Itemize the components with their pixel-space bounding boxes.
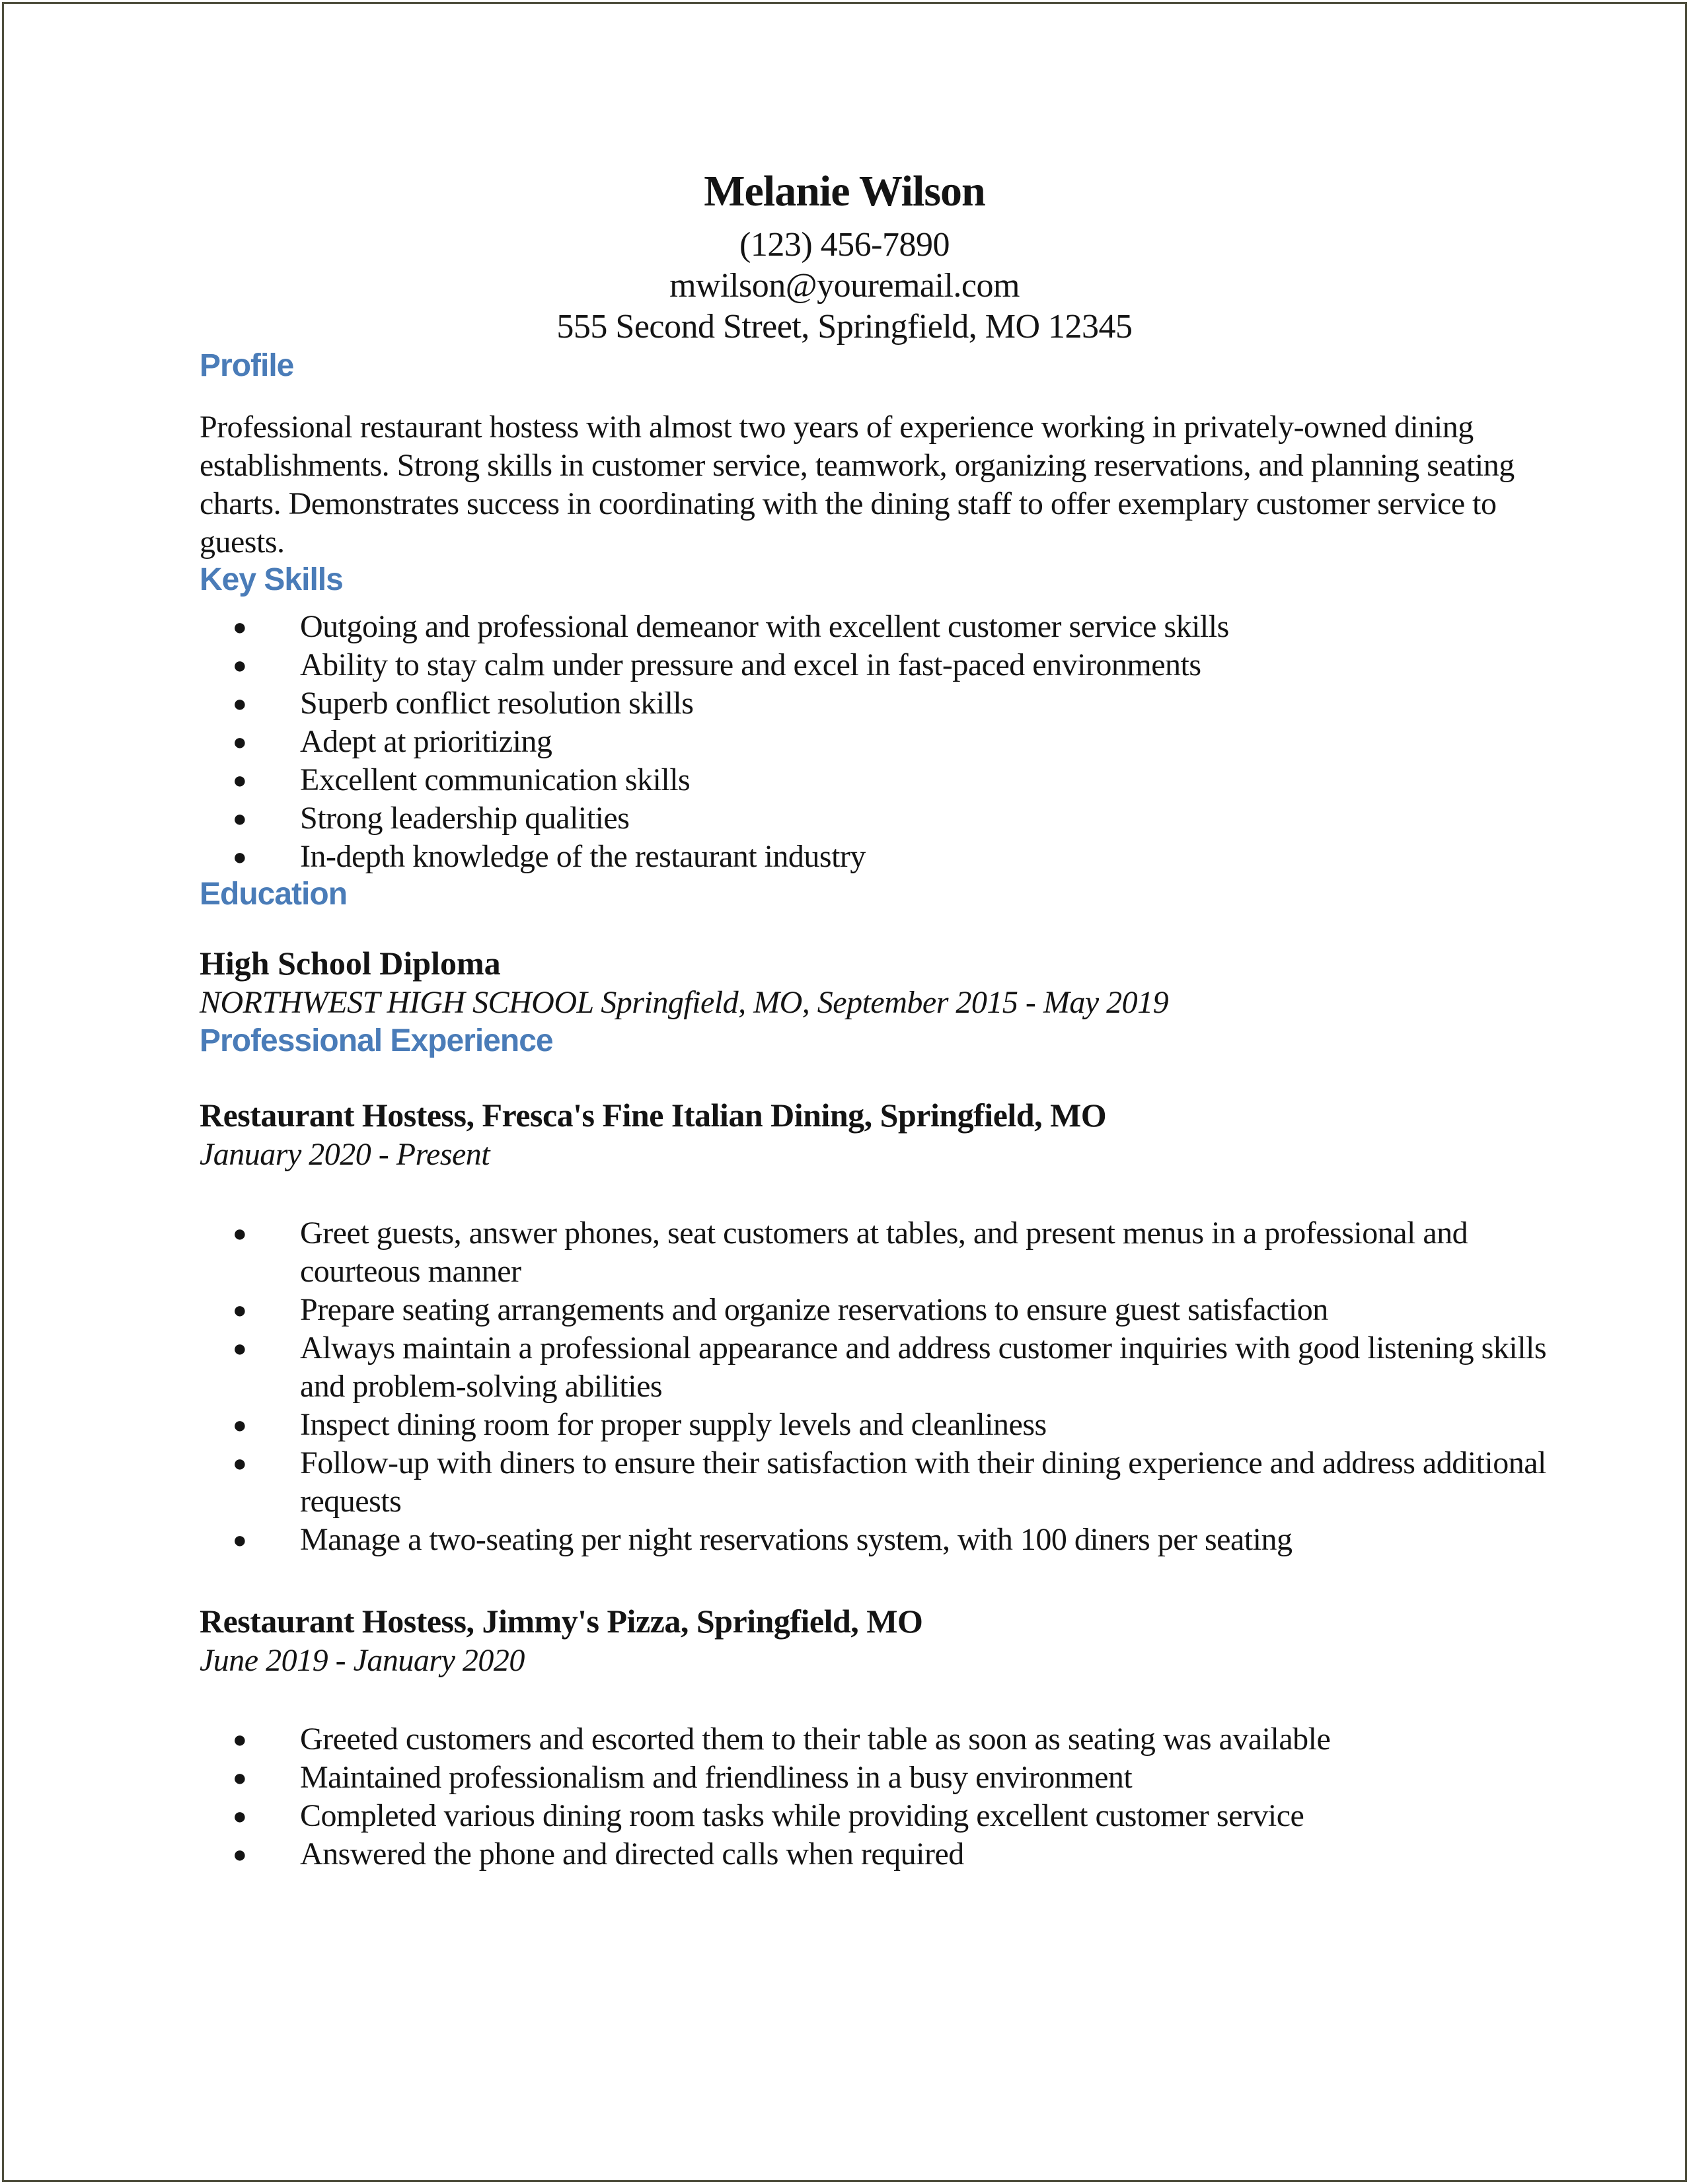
section-title-key-skills: Key Skills <box>200 562 343 597</box>
skill-item: ● Outgoing and professional demeanor with excellent customer service skills <box>200 608 1557 646</box>
job-duty: ● Manage a two-seating per night reservations system, with 100 diners per seating <box>200 1521 1557 1559</box>
education-school-line: NORTHWEST HIGH SCHOOL Springfield, MO, September 2015 - May 2019 <box>200 985 1169 1020</box>
job-duty: ● Always maintain a professional appearance and address customer inquiries with good listening skills and problem-solving abilities <box>200 1329 1557 1406</box>
job-duty: ● Completed various dining room tasks while providing excellent customer service <box>200 1797 1557 1835</box>
skill-item: ● Adept at prioritizing <box>200 723 1557 761</box>
job-dates: June 2019 - January 2020 <box>200 1643 525 1678</box>
key-skills-list <box>200 608 1557 876</box>
job-duties-list <box>200 1214 1557 1559</box>
job-duties-list <box>200 1720 1557 1874</box>
section-title-experience: Professional Experience <box>200 1023 553 1058</box>
section-title-profile: Profile <box>200 348 294 383</box>
job-duty: ● Greeted customers and escorted them to their table as soon as seating was available <box>200 1720 1557 1759</box>
job-duty: ● Maintained professionalism and friendliness in a busy environment <box>200 1759 1557 1797</box>
skill-item: ● In-depth knowledge of the restaurant industry <box>200 838 1557 876</box>
job-title: Restaurant Hostess, Fresca's Fine Italian Dining, Springfield, MO <box>200 1097 1107 1134</box>
job-duty: ● Follow-up with diners to ensure their satisfaction with their dining experience and address additional requests <box>200 1444 1557 1521</box>
job-entry <box>200 1601 1557 1874</box>
phone-number: (123) 456-7890 <box>739 226 950 264</box>
email-address: mwilson@youremail.com <box>669 267 1020 305</box>
job-duty: ● Answered the phone and directed calls when required <box>200 1835 1557 1874</box>
street-address: 555 Second Street, Springfield, MO 12345 <box>556 308 1133 346</box>
skill-item: ● Strong leadership qualities <box>200 799 1557 838</box>
job-duty: ● Prepare seating arrangements and organize reservations to ensure guest satisfaction <box>200 1291 1557 1329</box>
resume-header <box>0 165 1689 347</box>
skill-item: ● Ability to stay calm under pressure and excel in fast-paced environments <box>200 646 1557 684</box>
education-degree: High School Diploma <box>200 945 501 982</box>
job-duty: ● Inspect dining room for proper supply levels and cleanliness <box>200 1406 1557 1444</box>
candidate-name: Melanie Wilson <box>704 167 985 215</box>
skill-item: ● Excellent communication skills <box>200 761 1557 799</box>
job-entry <box>200 1095 1557 1559</box>
job-title: Restaurant Hostess, Jimmy's Pizza, Springfield, MO <box>200 1603 923 1640</box>
job-duty: ● Greet guests, answer phones, seat customers at tables, and present menus in a professional and courteous manner <box>200 1214 1557 1291</box>
job-dates: January 2020 - Present <box>200 1137 490 1172</box>
section-title-education: Education <box>200 877 348 912</box>
skill-item: ● Superb conflict resolution skills <box>200 684 1557 723</box>
contact-block <box>0 225 1689 347</box>
profile-summary: Professional restaurant hostess with almost two years of experience working in privately-owned dining establishments. Strong skills in customer service, teamwork, organizing reservations, and planning seating charts. Demonstrates success in coordinating with the dining staff to offer exemplary customer service to guests. <box>200 410 1515 560</box>
